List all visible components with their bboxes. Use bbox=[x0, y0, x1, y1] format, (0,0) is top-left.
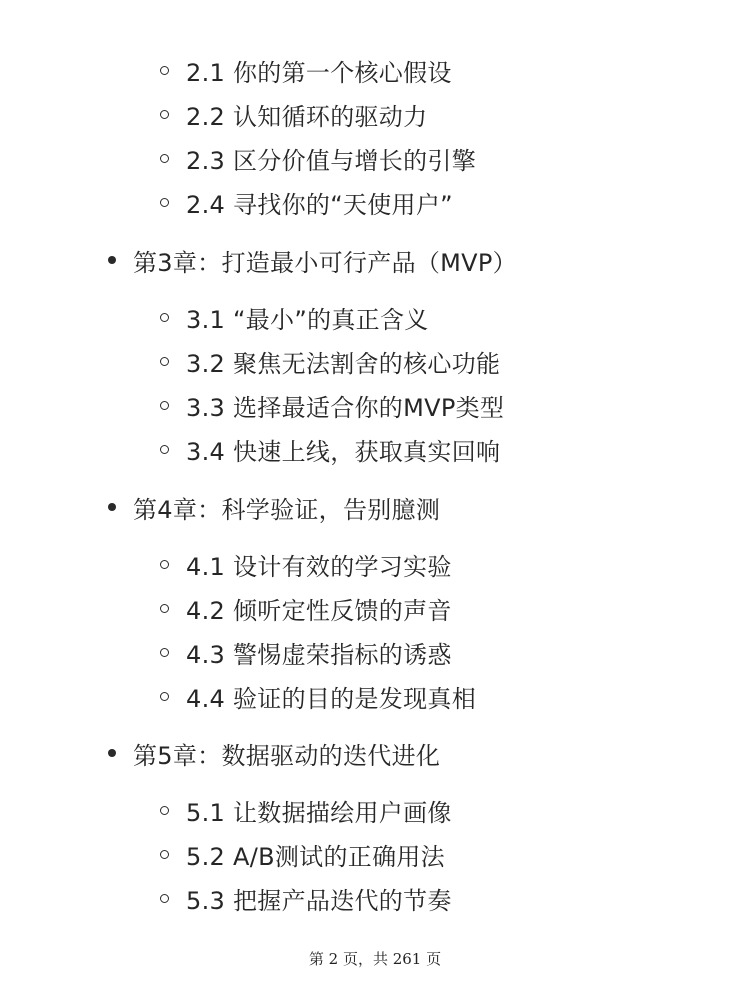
toc-item-label: 2.4 寻找你的“天使用户” bbox=[186, 190, 453, 219]
toc-item-3-2 bbox=[160, 341, 500, 381]
circle-bullet-icon bbox=[160, 894, 169, 903]
toc-item-3-4 bbox=[160, 429, 500, 469]
circle-bullet-icon bbox=[160, 357, 169, 366]
toc-item-2-2 bbox=[160, 94, 427, 134]
disc-bullet-icon bbox=[108, 749, 116, 757]
circle-bullet-icon bbox=[160, 198, 169, 207]
circle-bullet-icon bbox=[160, 313, 169, 322]
toc-chapter-5 bbox=[108, 733, 440, 773]
toc-item-2-3 bbox=[160, 138, 476, 178]
circle-bullet-icon bbox=[160, 560, 169, 569]
circle-bullet-icon bbox=[160, 648, 169, 657]
toc-chapter-4 bbox=[108, 487, 440, 527]
toc-item-label: 4.1 设计有效的学习实验 bbox=[186, 552, 452, 581]
page-number-footer: 第 2 页，共 261 页 bbox=[308, 950, 442, 968]
toc-item-label: 5.3 把握产品迭代的节奏 bbox=[186, 886, 452, 915]
circle-bullet-icon bbox=[160, 66, 169, 75]
toc-item-5-1 bbox=[160, 790, 452, 830]
toc-item-label: 4.2 倾听定性反馈的声音 bbox=[186, 596, 452, 625]
toc-item-label: 3.4 快速上线，获取真实回响 bbox=[186, 437, 501, 466]
disc-bullet-icon bbox=[108, 503, 116, 511]
circle-bullet-icon bbox=[160, 401, 169, 410]
toc-item-label: 3.1 “最小”的真正含义 bbox=[186, 305, 429, 334]
toc-item-5-3 bbox=[160, 878, 452, 918]
toc-item-2-1 bbox=[160, 50, 452, 90]
toc-chapter-label: 第5章：数据驱动的迭代进化 bbox=[133, 741, 441, 770]
toc-item-label: 2.1 你的第一个核心假设 bbox=[186, 58, 452, 87]
toc-item-4-1 bbox=[160, 544, 452, 584]
circle-bullet-icon bbox=[160, 154, 169, 163]
toc-item-4-2 bbox=[160, 588, 452, 628]
circle-bullet-icon bbox=[160, 110, 169, 119]
circle-bullet-icon bbox=[160, 445, 169, 454]
toc-item-label: 4.4 验证的目的是发现真相 bbox=[186, 684, 476, 713]
circle-bullet-icon bbox=[160, 692, 169, 701]
toc-item-3-1 bbox=[160, 297, 429, 337]
disc-bullet-icon bbox=[108, 256, 116, 264]
toc-item-label: 5.1 让数据描绘用户画像 bbox=[186, 798, 452, 827]
toc-item-4-4 bbox=[160, 676, 476, 716]
toc-item-3-3 bbox=[160, 385, 504, 425]
circle-bullet-icon bbox=[160, 806, 169, 815]
toc-item-label: 3.3 选择最适合你的MVP类型 bbox=[186, 393, 505, 422]
toc-item-label: 2.3 区分价值与增长的引擎 bbox=[186, 146, 476, 175]
toc-chapter-label: 第3章：打造最小可行产品（MVP） bbox=[133, 248, 517, 277]
toc-item-label: 3.2 聚焦无法割舍的核心功能 bbox=[186, 349, 501, 378]
toc-item-5-2 bbox=[160, 834, 445, 874]
circle-bullet-icon bbox=[160, 850, 169, 859]
toc-chapter-3 bbox=[108, 240, 517, 280]
toc-item-4-3 bbox=[160, 632, 452, 672]
circle-bullet-icon bbox=[160, 604, 169, 613]
toc-chapter-label: 第4章：科学验证，告别臆测 bbox=[133, 495, 441, 524]
toc-item-label: 4.3 警惕虚荣指标的诱惑 bbox=[186, 640, 452, 669]
toc-item-2-4 bbox=[160, 182, 453, 222]
toc-item-label: 5.2 A/B测试的正确用法 bbox=[186, 842, 445, 871]
toc-item-label: 2.2 认知循环的驱动力 bbox=[186, 102, 428, 131]
